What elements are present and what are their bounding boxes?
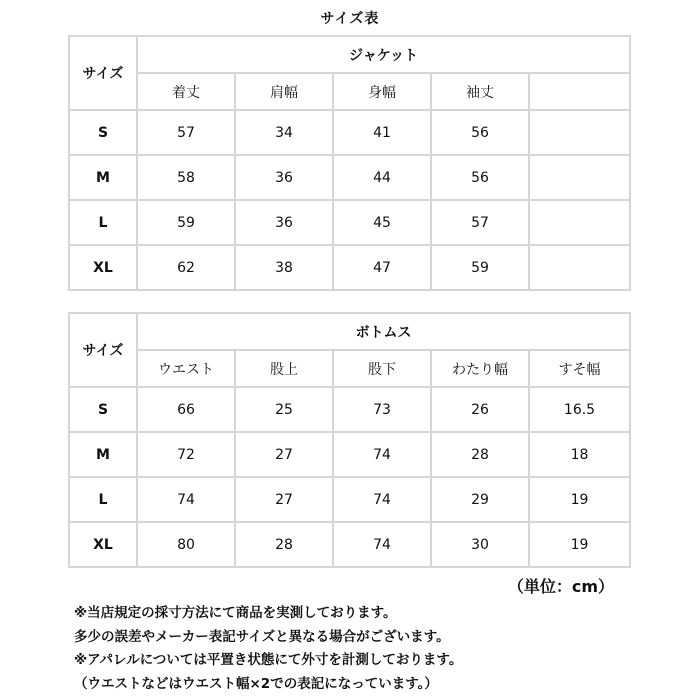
value-cell: 44 [333, 155, 431, 200]
value-cell: 74 [333, 477, 431, 522]
value-cell: 28 [235, 522, 333, 567]
jacket-column-header: 着丈 [137, 73, 235, 110]
value-cell: 59 [137, 200, 235, 245]
note-line: 多少の誤差やメーカー表記サイズと異なる場合がございます。 [74, 628, 450, 645]
value-cell: 56 [431, 155, 529, 200]
table-row [69, 245, 630, 290]
bottoms-header-row [69, 313, 630, 350]
value-cell: 45 [333, 200, 431, 245]
value-cell: 27 [235, 477, 333, 522]
value-cell: 62 [137, 245, 235, 290]
value-cell: 36 [235, 200, 333, 245]
value-cell: 57 [137, 110, 235, 155]
jacket-column-row [69, 73, 630, 110]
value-cell [529, 110, 630, 155]
bottoms-column-header: ウエスト [137, 350, 235, 387]
table-row [69, 155, 630, 200]
value-cell: 27 [235, 432, 333, 477]
value-cell: 74 [137, 477, 235, 522]
value-cell: 25 [235, 387, 333, 432]
size-cell: XL [69, 245, 137, 290]
value-cell: 72 [137, 432, 235, 477]
value-cell: 73 [333, 387, 431, 432]
value-cell: 80 [137, 522, 235, 567]
value-cell [529, 245, 630, 290]
value-cell: 59 [431, 245, 529, 290]
bottoms-size-table [68, 312, 631, 568]
value-cell: 34 [235, 110, 333, 155]
value-cell: 26 [431, 387, 529, 432]
notes-list [74, 602, 674, 696]
value-cell: 41 [333, 110, 431, 155]
value-cell: 16.5 [529, 387, 630, 432]
value-cell [529, 200, 630, 245]
value-cell: 47 [333, 245, 431, 290]
jacket-size-header: サイズ [69, 36, 137, 110]
value-cell [529, 155, 630, 200]
note-line: ※当店規定の採寸方法にて商品を実測しております。 [74, 605, 397, 621]
value-cell: 19 [529, 477, 630, 522]
value-cell: 38 [235, 245, 333, 290]
value-cell: 18 [529, 432, 630, 477]
jacket-group-header: ジャケット [137, 36, 630, 73]
size-cell: L [69, 200, 137, 245]
bottoms-column-row [69, 350, 630, 387]
value-cell: 36 [235, 155, 333, 200]
table-row [69, 110, 630, 155]
bottoms-column-header: 股上 [235, 350, 333, 387]
size-cell: XL [69, 522, 137, 567]
jacket-size-table [68, 35, 631, 291]
value-cell: 28 [431, 432, 529, 477]
bottoms-group-header: ボトムス [137, 313, 630, 350]
bottoms-column-header: 股下 [333, 350, 431, 387]
table-row [69, 200, 630, 245]
bottoms-column-header: すそ幅 [529, 350, 630, 387]
value-cell: 19 [529, 522, 630, 567]
page-title: サイズ表 [320, 11, 380, 27]
jacket-column-header: 肩幅 [235, 73, 333, 110]
size-cell: L [69, 477, 137, 522]
unit-label: （単位：cm） [507, 577, 614, 596]
size-cell: S [69, 110, 137, 155]
size-cell: S [69, 387, 137, 432]
value-cell: 74 [333, 522, 431, 567]
table-row [69, 522, 630, 567]
note-line: ※アパレルについては平置き状態にて外寸を計測しております。 [74, 652, 463, 668]
bottoms-size-header: サイズ [69, 313, 137, 387]
jacket-column-header [529, 73, 630, 110]
value-cell: 29 [431, 477, 529, 522]
jacket-column-header: 身幅 [333, 73, 431, 110]
value-cell: 56 [431, 110, 529, 155]
value-cell: 58 [137, 155, 235, 200]
value-cell: 66 [137, 387, 235, 432]
value-cell: 74 [333, 432, 431, 477]
bottoms-column-header: わたり幅 [431, 350, 529, 387]
size-cell: M [69, 432, 137, 477]
table-row [69, 432, 630, 477]
size-cell: M [69, 155, 137, 200]
note-line: （ウエストなどはウエスト幅×2での表記になっています。） [74, 675, 438, 692]
jacket-column-header: 袖丈 [431, 73, 529, 110]
jacket-header-row [69, 36, 630, 73]
value-cell: 57 [431, 200, 529, 245]
table-row [69, 387, 630, 432]
table-row [69, 477, 630, 522]
value-cell: 30 [431, 522, 529, 567]
